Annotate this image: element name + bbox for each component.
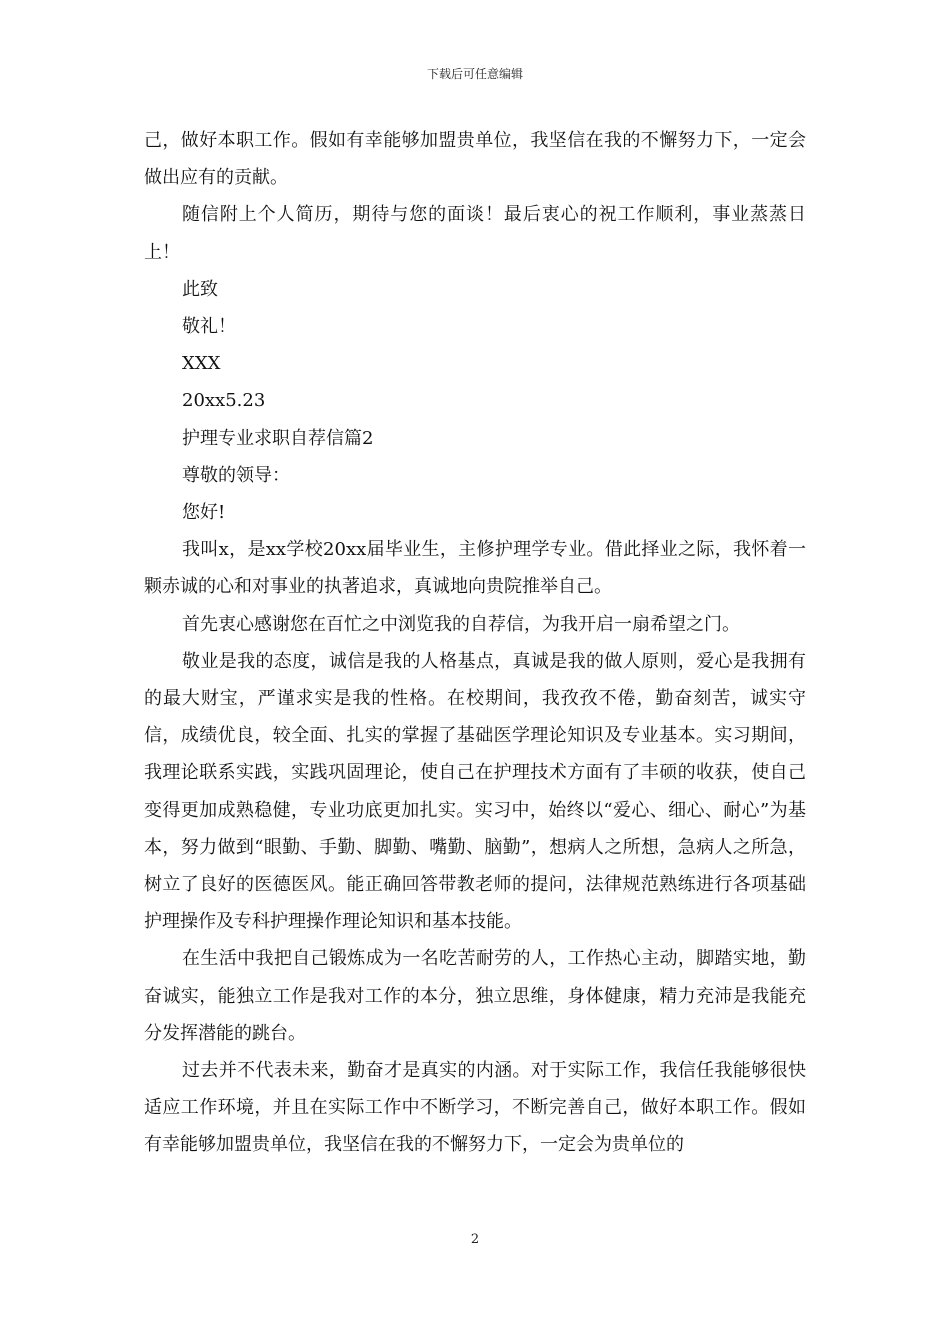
greeting-line: 您好! bbox=[182, 502, 226, 524]
paragraph: 敬业是我的态度，诚信是我的人格基点，真诚是我的做人原则，爱心是我拥有的最大财宝，严谨求实是我的性格。在校期间，我孜孜不倦，勤奋刻苦，诚实守信，成绩优良，较全面、扎实的掌握了基础医学理论知识及专业基本。实习期间，我理论联系实践，实践巩固理论，使自己在护理技术方面有了丰硕的收获，使自己变得更加成熟稳健，专业功底更加扎实。实习中，始终以“爱心、细心、耐心”为基本，努力做到“眼勤、手勤、脚勤、嘴勤、脑勤”，想病人之所想，急病人之所急，树立了良好的医德医风。能正确回答带教老师的提问，法律规范熟练进行各项基础护理操作及专科护理操作理论知识和基本技能。 bbox=[144, 650, 806, 933]
signature-name: XXX bbox=[182, 353, 221, 375]
page-header: 下载后可任意编辑 bbox=[426, 67, 523, 81]
paragraph: 过去并不代表未来，勤奋才是真实的内涵。对于实际工作，我信任我能够很快适应工作环境，并且在实际工作中不断学习，不断完善自己，做好本职工作。假如有幸能够加盟贵单位，我坚信在我的不懈努力下，一定会为贵单位的 bbox=[144, 1060, 806, 1156]
paragraph: 己，做好本职工作。假如有幸能够加盟贵单位，我坚信在我的不懈努力下，一定会做出应有的贡献。 bbox=[144, 130, 806, 189]
page-number: 2 bbox=[470, 1232, 480, 1247]
closing-line: 此致 bbox=[182, 278, 218, 300]
salutation-line: 敬礼！ bbox=[182, 316, 236, 338]
paragraph: 在生活中我把自己锻炼成为一名吃苦耐劳的人，工作热心主动，脚踏实地，勤奋诚实，能独立工作是我对工作的本分，独立思维，身体健康，精力充沛是我能充分发挥潜能的跳台。 bbox=[144, 948, 806, 1044]
document-body bbox=[144, 122, 806, 1164]
section-title: 护理专业求职自荐信篇2 bbox=[182, 427, 374, 449]
paragraph: 随信附上个人简历，期待与您的面谈！最后衷心的祝工作顺利，事业蒸蒸日上！ bbox=[144, 204, 806, 263]
paragraph: 我叫x，是xx学校20xx届毕业生，主修护理学专业。借此择业之际，我怀着一颗赤诚的心和对事业的执著追求，真诚地向贵院推举自己。 bbox=[144, 539, 806, 598]
paragraph: 首先衷心感谢您在百忙之中浏览我的自荐信，为我开启一扇希望之门。 bbox=[182, 613, 740, 635]
signature-date: 20xx5.23 bbox=[182, 390, 266, 412]
greeting-line: 尊敬的领导： bbox=[182, 464, 290, 486]
